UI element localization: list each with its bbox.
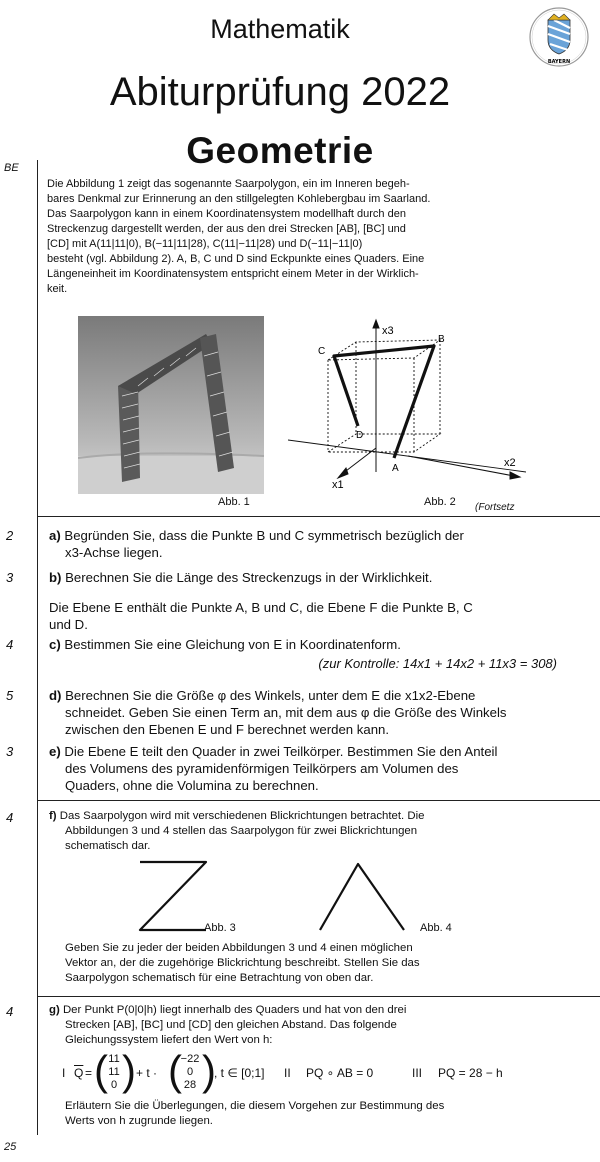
be-points-b: 3: [6, 570, 14, 585]
be-points-d: 5: [6, 688, 14, 703]
be-points-f: 4: [6, 810, 14, 825]
equation-system: I $\overline{Q}$ = ( 11 11 0 ) + t · ( −22 0 28 ) , t ∈ [0;1] II PQ ∘ AB = 0 III PQ = 28 − h: [62, 1047, 503, 1094]
svg-text:B: B: [438, 334, 445, 345]
be-column-label: BE: [4, 162, 19, 174]
task-c: c) Bestimmen Sie eine Gleichung von E in Koordinatenform.: [49, 637, 401, 652]
task-g-instructions: Erläutern Sie die Überlegungen, die diesem Vorgehen zur Bestimmung des Werts von h zugrunde liegen.: [65, 1100, 445, 1127]
task-d: d) Berechnen Sie die Größe φ des Winkels, unter dem E die x1x2-Ebene schneidet. Geben Sie einen Term an, mit dem aus φ die Größe des Winkels zwischen den Ebenen E und F berechnet werden kann.: [49, 688, 507, 737]
svg-text:BAYERN: BAYERN: [547, 59, 571, 65]
task-label: a): [49, 528, 61, 543]
subject-heading: Mathematik: [210, 14, 350, 44]
be-total: 25: [4, 1141, 17, 1153]
saarpolygon-photo: [78, 316, 264, 494]
figure2-caption: Abb. 2: [424, 496, 456, 508]
task-label: e): [49, 744, 61, 759]
task-f: f) Das Saarpolygon wird mit verschiedenen Blickrichtungen betrachtet. Die Abbildungen 3 und 4 stellen das Saarpolygon für zwei Blickrichtungen schematisch dar.: [49, 810, 425, 852]
task-a: a) Begründen Sie, dass die Punkte B und C symmetrisch bezüglich der x3-Achse liegen.: [49, 528, 464, 560]
task-label: d): [49, 688, 62, 703]
svg-text:x2: x2: [504, 457, 516, 469]
view-figure-4: [312, 858, 412, 934]
task-g: g) Der Punkt P(0|0|h) liegt innerhalb des Quaders und hat von den drei Strecken [AB], [BC] und [CD] den gleichen Abstand. Das folgende Gleichungssystem liefert den Wert von h:: [49, 1004, 407, 1046]
section-divider: [37, 800, 600, 801]
be-points-a: 2: [6, 528, 14, 543]
figure1-caption: Abb. 1: [218, 496, 250, 508]
svg-text:A: A: [392, 463, 399, 474]
coordinate-diagram: [288, 316, 526, 504]
task-f-instructions: Geben Sie zu jeder der beiden Abbildungen 3 und 4 einen möglichen Vektor an, der die zugehörige Blickrichtung beschreibt. Stellen Sie das Saarpolygon schematisch für eine Betrachtung von oben dar.: [65, 942, 420, 984]
task-b: b) Berechnen Sie die Länge des Streckenzugs in der Wirklichkeit.: [49, 570, 433, 585]
plane-definition: Die Ebene E enthält die Punkte A, B und C, die Ebene F die Punkte B, C und D.: [49, 600, 473, 632]
svg-text:C: C: [318, 346, 326, 357]
continuation-note: (Fortsetz: [475, 502, 515, 513]
figure3-caption: Abb. 3: [204, 922, 236, 934]
be-points-g: 4: [6, 1004, 14, 1019]
svg-text:x1: x1: [332, 479, 344, 491]
section-divider: [37, 996, 600, 997]
exam-title: Abiturprüfung 2022: [109, 70, 451, 114]
be-column-divider: [37, 160, 38, 1135]
task-e: e) Die Ebene E teilt den Quader in zwei Teilkörper. Bestimmen Sie den Anteil des Volumens des pyramidenförmigen Teilkörpers am Volumen des Quaders, ohne die Volumina zu berechnen.: [49, 744, 498, 793]
svg-text:D: D: [356, 430, 364, 441]
control-equation: (zur Kontrolle: 14x1 + 14x2 + 11x3 = 308): [318, 656, 557, 671]
be-points-e: 3: [6, 744, 14, 759]
topic-heading: Geometrie: [186, 130, 374, 171]
svg-text:x3: x3: [382, 325, 394, 337]
section-divider: [37, 516, 600, 517]
bavaria-seal-icon: [528, 6, 590, 68]
task-label: g): [49, 1004, 60, 1016]
task-label: f): [49, 810, 57, 822]
figure4-caption: Abb. 4: [420, 922, 452, 934]
be-points-c: 4: [6, 637, 14, 652]
intro-text: Die Abbildung 1 zeigt das sogenannte Saarpolygon, ein im Inneren begeh- bares Denkmal zur Erinnerung an den stillgelegten Kohlebergbau im Saarland. Das Saarpolygon kann in einem Koordinatensystem modellhaft durch den Streckenzug dargestellt werden, der aus den drei Strecken [AB], [BC] und [CD] mit A(11|11|0), B(−11|11|28), C(11|−11|28) und D(−11|−11|0) besteht (vgl. Abbildung 2). A, B, C und D sind Eckpunkte eines Quaders. Eine Längeneinheit im Koordinatensystem entspricht einem Meter in der Wirklich- keit.: [47, 178, 431, 295]
task-label: c): [49, 637, 61, 652]
task-label: b): [49, 570, 62, 585]
